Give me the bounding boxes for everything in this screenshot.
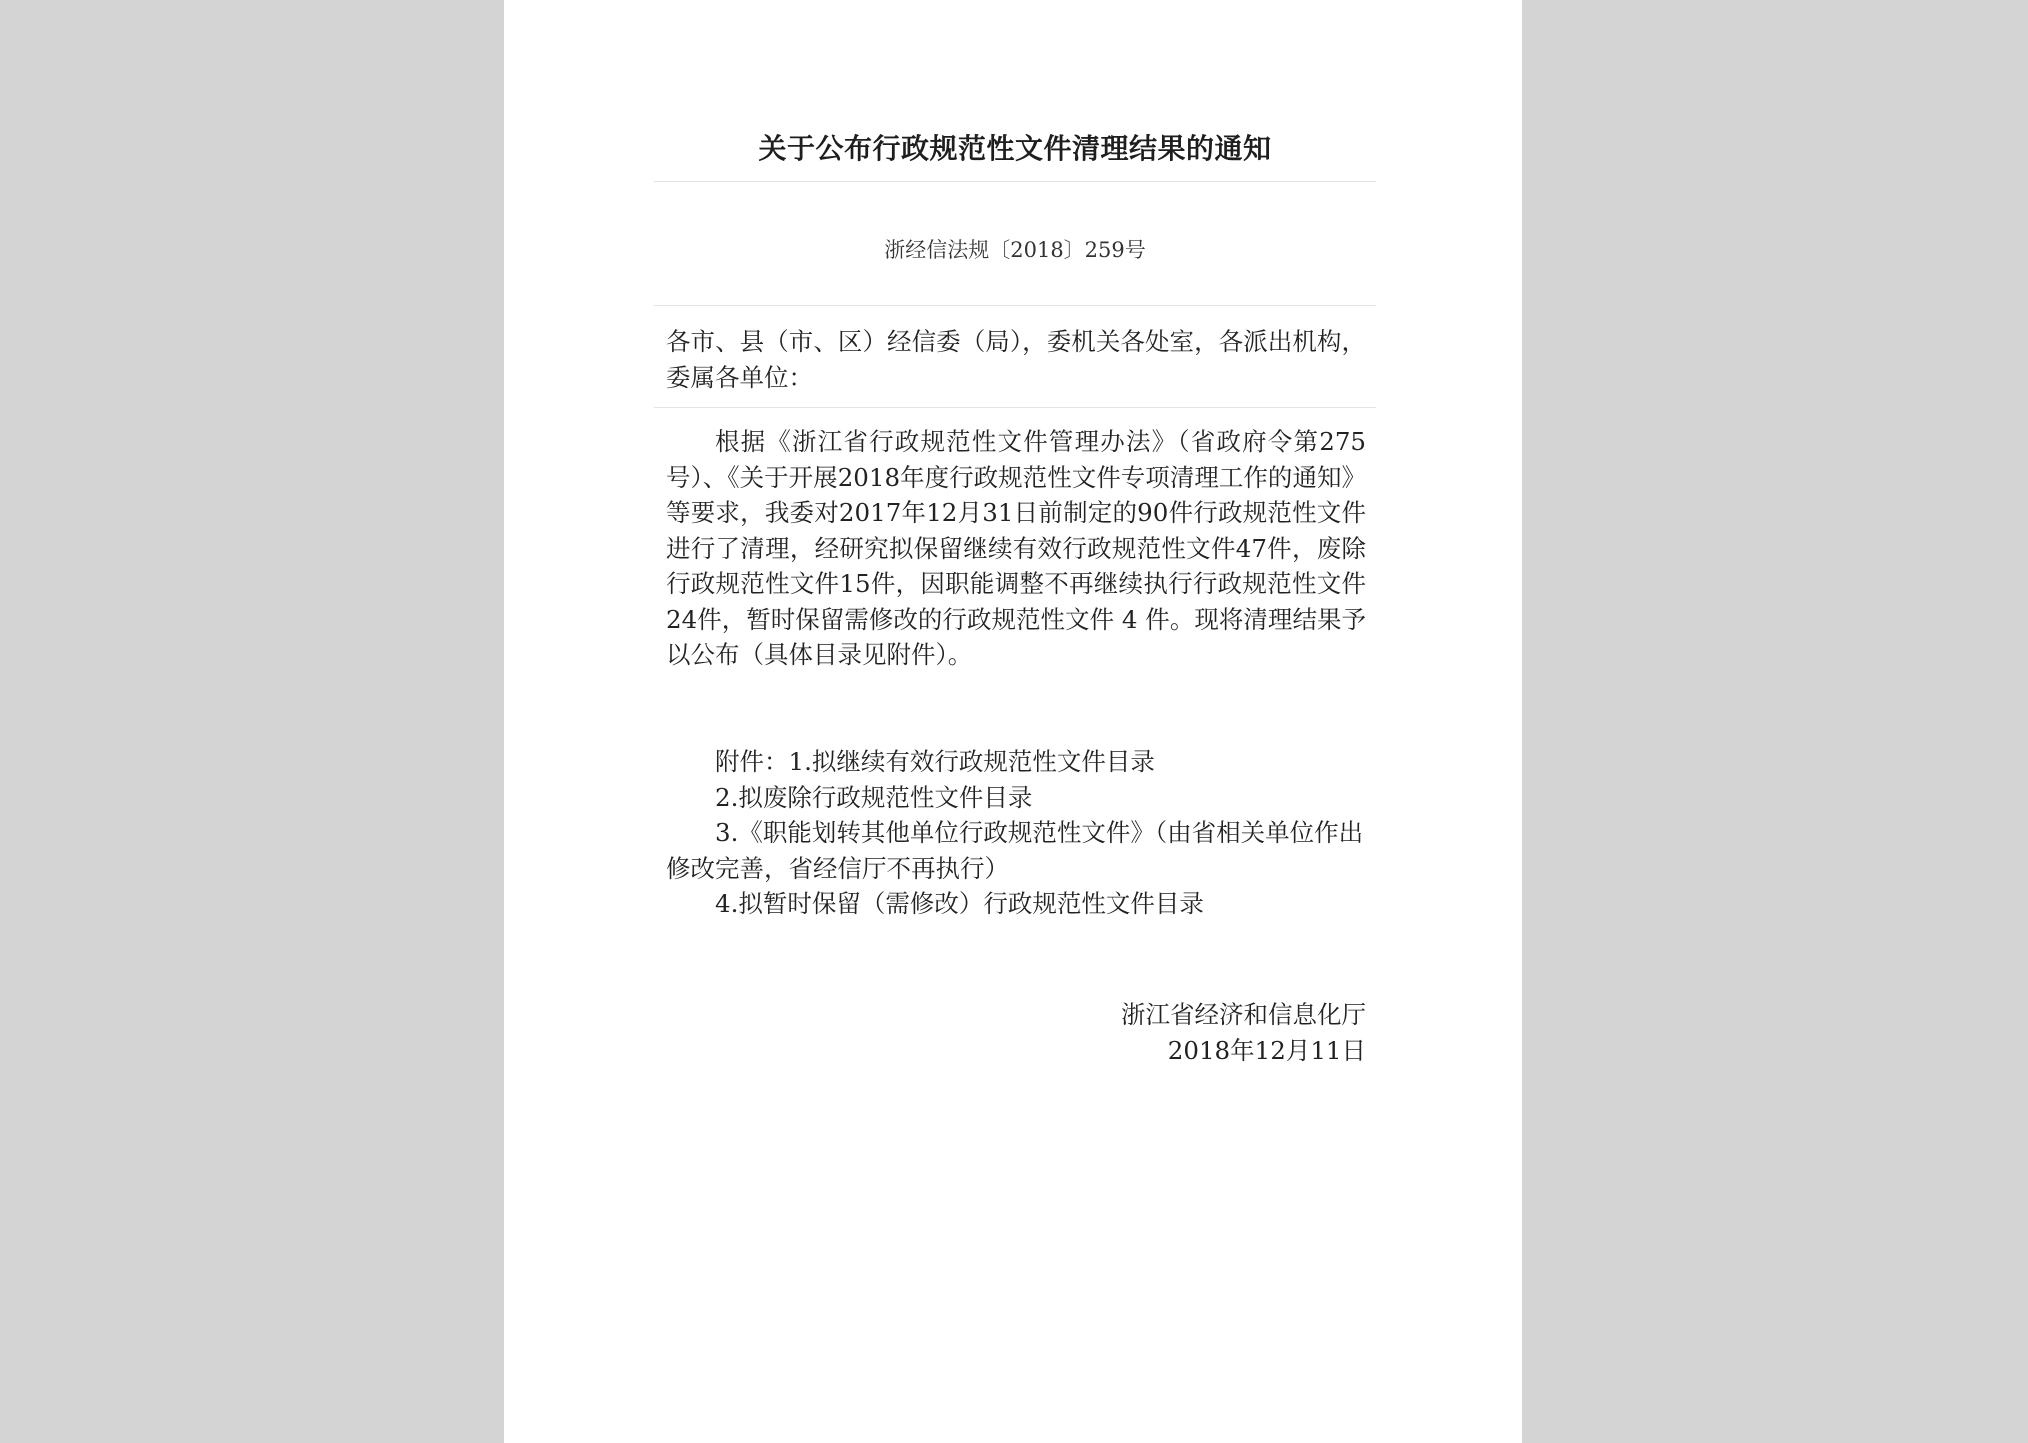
- body-paragraph: 根据《浙江省行政规范性文件管理办法》（省政府令第275号）、《关于开展2018年度行政规范性文件专项清理工作的通知》等要求，我委对2017年12月31日前制定的90件行政规范性文件进行了清理，经研究拟保留继续有效行政规范性文件47件，废除行政规范性文件15件，因职能调整不再继续执行行政规范性文件24件，暂时保留需修改的行政规范性文件 4 件。现将清理结果予以公布（具体目录见附件）。: [666, 427, 1366, 669]
- attachment-item: 2.拟废除行政规范性文件目录: [715, 782, 1033, 812]
- docno-divider: [654, 305, 1376, 306]
- document-page: [504, 0, 1522, 1443]
- salutation: 各市、县（市、区）经信委（局），委机关各处室，各派出机构，委属各单位：: [666, 327, 1366, 392]
- attachment-item: 附件：1.拟继续有效行政规范性文件目录: [715, 747, 1155, 776]
- document-number: 浙经信法规〔2018〕259号: [884, 238, 1146, 262]
- issue-date: 2018年12月11日: [1167, 1036, 1366, 1065]
- attachment-item: 4.拟暂时保留（需修改）行政规范性文件目录: [715, 889, 1204, 918]
- salutation-divider: [654, 407, 1376, 408]
- attachment-item: 3.《职能划转其他单位行政规范性文件》（由省相关单位作出修改完善，省经信厅不再执行）: [666, 818, 1364, 883]
- document-title: 关于公布行政规范性文件清理结果的通知: [758, 132, 1272, 165]
- issuer-name: 浙江省经济和信息化厅: [1121, 1000, 1366, 1029]
- title-divider: [654, 181, 1376, 182]
- attachments-list: [666, 744, 1366, 922]
